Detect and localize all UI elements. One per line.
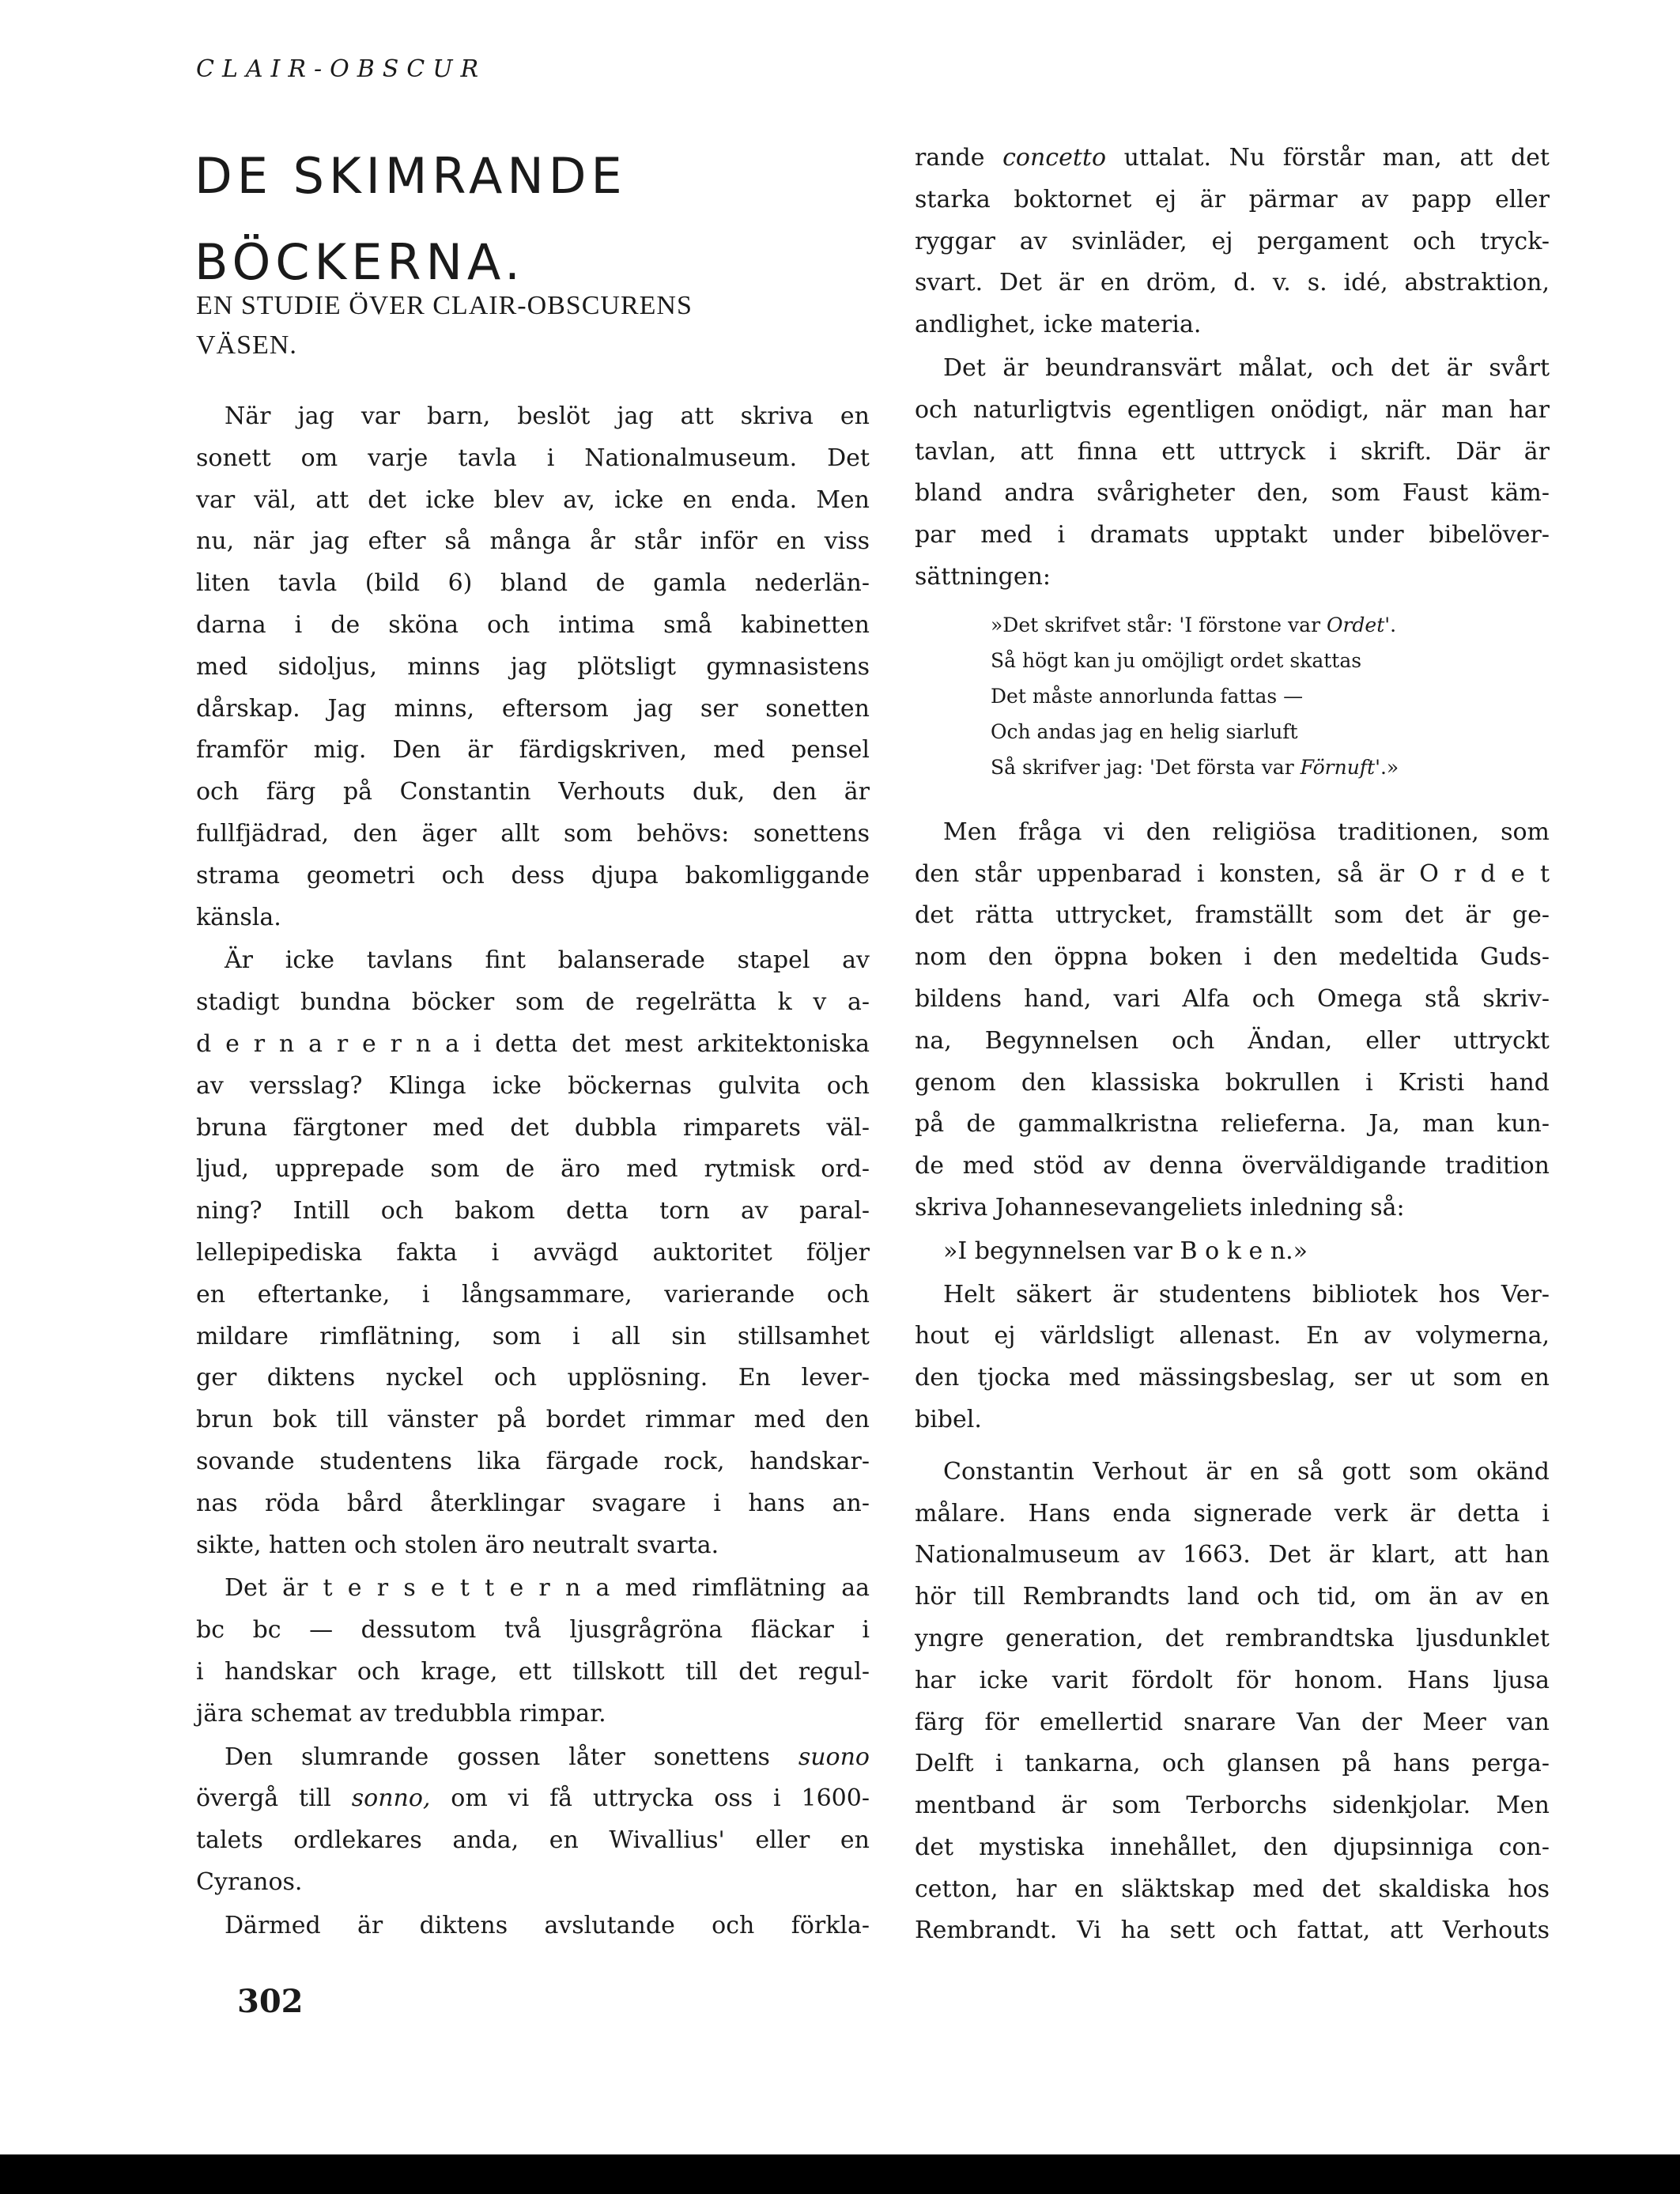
text-line: känsla. — [196, 903, 281, 931]
paragraph — [915, 138, 1550, 346]
text-line: strama geometri och dess djupa bakomliggande — [196, 861, 870, 889]
text-line: på de gammalkristna relieferna. Ja, man kun- — [915, 1110, 1550, 1139]
text-line: en eftertanke, i långsammare, varierande och — [196, 1280, 870, 1308]
text-line: de med stöd av denna överväldigande tradition — [915, 1152, 1550, 1180]
text-line: jära schemat av tredubbla rimpar. — [196, 1699, 606, 1728]
text-line: sikte, hatten och stolen äro neutralt svarta. — [196, 1531, 719, 1559]
text-line: det rätta uttrycket, framställt som det är ge- — [915, 901, 1550, 930]
article-subtitle — [196, 286, 876, 365]
text-line: starka boktornet ej är pärmar av papp eller — [915, 185, 1550, 213]
text-line: färg för emellertid snarare Van der Meer van — [915, 1708, 1550, 1736]
text-line: Så skrifver jag: 'Det första var Förnuft'.» — [991, 755, 1399, 779]
text-line: genom den klassiska bokrullen i Kristi hand — [915, 1068, 1550, 1097]
text-line: av versslag? Klinga icke böckernas gulvita och — [196, 1071, 870, 1100]
text-line: och naturligtvis egentligen onödigt, när man har — [915, 395, 1550, 424]
left-column — [196, 396, 870, 1948]
text-line: nu, när jag efter så många år står inför en viss — [196, 527, 870, 556]
paragraph — [915, 1452, 1550, 1953]
italic-text: suono — [798, 1743, 870, 1771]
paragraph — [196, 1905, 870, 1947]
text-line: sättningen: — [915, 562, 1051, 591]
text-line: Det är t e r s e t t e r n a med rimflätning aa — [225, 1574, 870, 1603]
text-line: i handskar och krage, ett tillskott till det regul- — [196, 1657, 870, 1686]
text-line: liten tavla (bild 6) bland de gamla nederlän- — [196, 569, 870, 598]
text-line: Det måste annorlunda fattas — — [991, 684, 1304, 708]
text-line: ger diktens nyckel och upplösning. En lever- — [196, 1364, 870, 1392]
article-title — [194, 133, 627, 305]
text-line: ning? Intill och bakom detta torn av paral- — [196, 1197, 870, 1225]
text-line: Så högt kan ju omöjligt ordet skattas — [991, 648, 1362, 672]
text-line: det mystiska innehållet, den djupsinniga con- — [915, 1833, 1550, 1861]
text-line: Men fråga vi den religiösa traditionen, som — [943, 818, 1550, 846]
text-line: d e r n a r e r n a i detta det mest arkitektoniska — [196, 1029, 870, 1058]
text-line: hout ej världsligt allenast. En av volymerna, — [915, 1322, 1550, 1350]
text-line: Delft i tankarna, och glansen på hans perga- — [915, 1750, 1550, 1778]
text-line: har icke varit fördolt för honom. Hans ljusa — [915, 1666, 1550, 1694]
italic-text: Ordet — [1326, 613, 1385, 636]
text-line: framför mig. Den är färdigskriven, med pensel — [196, 736, 870, 765]
italic-text: Förnuft — [1300, 755, 1376, 779]
text-line: rande concetto uttalat. Nu förstår man, att det — [915, 144, 1550, 172]
text-line: Därmed är diktens avslutande och förkla- — [225, 1911, 870, 1939]
text-line: skriva Johannesevangeliets inledning så: — [915, 1193, 1405, 1222]
running-head: CLAIR-OBSCUR — [196, 55, 487, 83]
text-line: Den slumrande gossen låter sonettens suono — [225, 1743, 870, 1771]
text-line: yngre generation, det rembrandtska ljusdunklet — [915, 1624, 1550, 1652]
text-line: övergå till sonno, om vi få uttrycka oss i 1600- — [196, 1784, 870, 1813]
text-line: målare. Hans enda signerade verk är detta i — [915, 1499, 1550, 1527]
block-quote — [991, 607, 1550, 785]
text-line: na, Begynnelsen och Ändan, eller uttryckt — [915, 1026, 1550, 1055]
paragraph — [915, 812, 1550, 1229]
text-line: darna i de sköna och intima små kabinetten — [196, 610, 870, 639]
text-line: stadigt bundna böcker som de regelrätta k v a- — [196, 988, 870, 1017]
paragraph — [196, 1737, 870, 1904]
text-line: »Det skrifvet står: 'I förstone var Ordet'. — [991, 613, 1397, 636]
scan-border — [0, 2154, 1680, 2194]
text-line: hör till Rembrandts land och tid, om än av en — [915, 1583, 1550, 1611]
page-number: 302 — [237, 1983, 304, 2020]
text-line: »I begynnelsen var B o k e n.» — [943, 1237, 1308, 1265]
subtitle-line: EN STUDIE ÖVER CLAIR-OBSCURENS — [196, 291, 693, 320]
right-column — [915, 138, 1550, 1954]
text-line: nas röda bård återklingar svagare i hans an- — [196, 1489, 870, 1517]
italic-text: concetto — [1002, 144, 1107, 172]
paragraph — [915, 348, 1550, 599]
text-line: mildare rimflätning, som i all sin stillsamhet — [196, 1322, 870, 1350]
text-line: par med i dramats upptakt under bibelöver- — [915, 521, 1550, 549]
text-line: sovande studentens lika färgade rock, handskar- — [196, 1447, 870, 1475]
text-line: svart. Det är en dröm, d. v. s. idé, abstraktion, — [915, 269, 1550, 297]
text-line: bland andra svårigheter den, som Faust käm- — [915, 479, 1550, 508]
text-line: Rembrandt. Vi ha sett och fattat, att Verhouts — [915, 1916, 1550, 1945]
text-line: sonett om varje tavla i Nationalmuseum. Det — [196, 444, 870, 472]
title-line: DE SKIMRANDE — [194, 147, 627, 205]
paragraph — [196, 396, 870, 938]
text-line: lellepipediska fakta i avvägd auktoritet följer — [196, 1238, 870, 1267]
text-line: dårskap. Jag minns, eftersom jag ser sonetten — [196, 694, 870, 723]
text-line: talets ordlekares anda, en Wivallius' eller en — [196, 1826, 870, 1855]
text-line: andlighet, icke materia. — [915, 311, 1202, 339]
text-line: brun bok till vänster på bordet rimmar med den — [196, 1406, 870, 1434]
text-line: den står uppenbarad i konsten, så är O r d e t — [915, 859, 1550, 888]
text-line: fullfjädrad, den äger allt som behövs: sonettens — [196, 819, 870, 848]
paragraph — [196, 1568, 870, 1735]
text-line: Och andas jag en helig siarluft — [991, 719, 1298, 743]
paragraph — [915, 1274, 1550, 1441]
text-line: bc bc — dessutom två ljusgrågröna fläckar i — [196, 1616, 870, 1645]
italic-text: sonno, — [351, 1784, 431, 1813]
text-line: Helt säkert är studentens bibliotek hos Ver- — [943, 1280, 1550, 1308]
text-line: och färg på Constantin Verhouts duk, den är — [196, 778, 870, 806]
text-line: Cyranos. — [196, 1867, 303, 1896]
text-line: var väl, att det icke blev av, icke en enda. Men — [196, 485, 870, 514]
text-line: bibel. — [915, 1405, 982, 1433]
text-line: ryggar av svinläder, ej pergament och tryck- — [915, 227, 1550, 255]
text-line: cetton, har en släktskap med det skaldiska hos — [915, 1875, 1550, 1903]
text-line: bruna färgtoner med det dubbla rimparets väl- — [196, 1113, 870, 1142]
text-line: den tjocka med mässingsbeslag, ser ut som en — [915, 1364, 1550, 1392]
paragraph — [915, 1231, 1550, 1273]
text-line: Är icke tavlans fint balanserade stapel av — [225, 946, 870, 975]
text-line: med sidoljus, minns jag plötsligt gymnasistens — [196, 652, 870, 681]
paragraph — [196, 940, 870, 1566]
text-line: bildens hand, vari Alfa och Omega stå skriv- — [915, 984, 1550, 1013]
text-line: ljud, upprepade som de äro med rytmisk ord- — [196, 1155, 870, 1184]
text-line: tavlan, att finna ett uttryck i skrift. Där är — [915, 437, 1550, 466]
text-line: Det är beundransvärt målat, och det är svårt — [943, 353, 1550, 382]
text-line: nom den öppna boken i den medeltida Guds- — [915, 943, 1550, 972]
title-line: BÖCKERNA. — [194, 233, 525, 291]
subtitle-line: VÄSEN. — [196, 330, 297, 360]
text-line: Constantin Verhout är en så gott som okänd — [943, 1457, 1550, 1486]
text-line: Nationalmuseum av 1663. Det är klart, att han — [915, 1541, 1550, 1569]
text-line: mentband är som Terborchs sidenkjolar. Men — [915, 1792, 1550, 1820]
text-line: När jag var barn, beslöt jag att skriva en — [225, 402, 870, 430]
